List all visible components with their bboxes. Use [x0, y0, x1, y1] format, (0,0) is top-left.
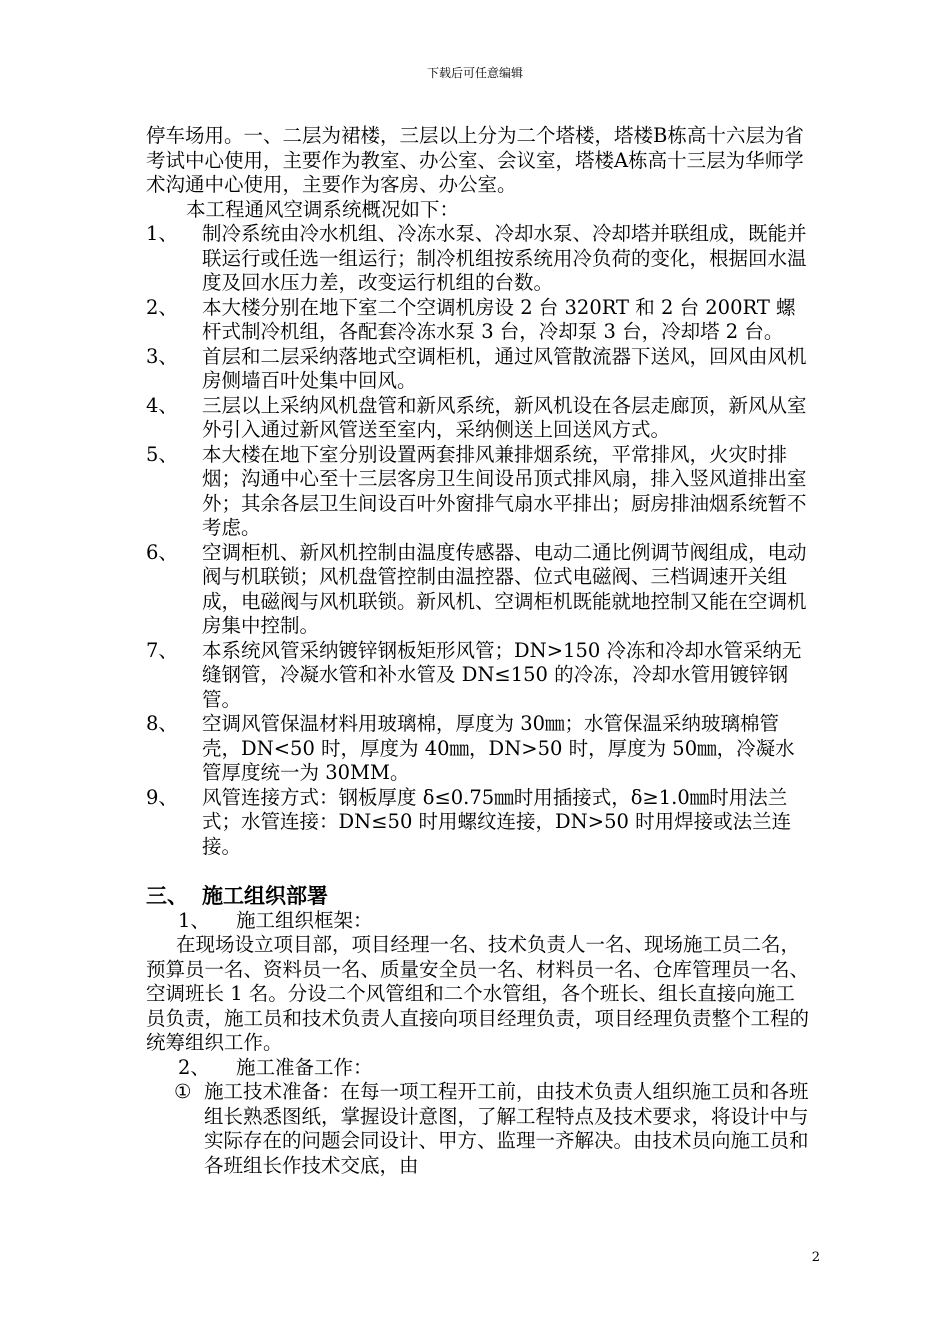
subsection-title: 施工准备工作：	[236, 1055, 373, 1079]
item-number: 9、	[146, 785, 178, 809]
circled-item-text: 施工技术准备：在每一项工程开工前，由技术负责人组织施工员和各班组长熟悉图纸，掌握设计意图，了解工程特点及技术要求，将设计中与实际存在的问题会同设计、甲方、监理一齐解决。由技术员向施工员和各班组长作技术交底，由	[204, 1080, 809, 1177]
subsection-title: 施工组织框架：	[236, 908, 373, 932]
list-item	[146, 639, 814, 713]
page-number: 2	[811, 1250, 820, 1265]
intro-paragraph: 停车场用。一、二层为裙楼，三层以上分为二个塔楼，塔楼B栋高十六层为省考试中心使用，主要作为教室、办公室、会议室，塔楼A栋高十三层为华师学术沟通中心使用，主要作为客房、办公室。	[146, 124, 804, 196]
item-number: 8、	[146, 712, 178, 735]
item-text: 本大楼分别在地下室二个空调机房设 2 台 320RT 和 2 台 200RT 螺杆式制冷机组，各配套冷冻水泵 3 台，冷却泵 3 台，冷却塔 2 台。	[202, 295, 796, 343]
item-number: 5、	[146, 442, 178, 466]
list-item	[146, 222, 814, 296]
hvac-item-list	[146, 222, 814, 859]
document-body	[146, 124, 814, 1178]
overview-line: 本工程通风空调系统概况如下：	[186, 197, 460, 221]
org-framework-paragraph: 在现场设立项目部，项目经理一名、技术负责人一名、现场施工员二名，预算员一名、资料员一名、质量安全员一名、材料员一名、仓库管理员一名、空调班长 1 名。分设二个风管组和二个水管组，各个班长、组长直接向施工员负责，施工员和技术负责人直接向项目经理负责，项目经理负责整个工程的统筹组织工作。	[146, 933, 810, 1054]
item-number: 1、	[146, 222, 178, 245]
list-item	[146, 712, 814, 786]
subsection-number: 2、	[178, 1055, 210, 1079]
subsection-number: 1、	[178, 908, 210, 932]
list-item	[146, 541, 814, 639]
item-text: 制冷系统由冷水机组、冷冻水泵、冷却水泵、冷却塔并联组成，既能并联运行或任选一组运行；制冷机组按系统用冷负荷的变化，根据回水温度及回水压力差，改变运行机组的台数。	[202, 222, 807, 294]
list-item	[146, 345, 814, 394]
item-text: 空调柜机、新风机控制由温度传感器、电动二通比例调节阀组成，电动阀与机联锁；风机盘管控制由温控器、位式电磁阀、三档调速开关组成，电磁阀与风机联锁。新风机、空调柜机既能就地控制又能在空调机房集中控制。	[202, 540, 807, 637]
circled-number: ①	[174, 1080, 192, 1103]
list-item	[146, 443, 814, 541]
section-title: 施工组织部署	[202, 883, 328, 908]
list-item	[146, 394, 814, 443]
list-item	[146, 296, 814, 345]
section-number: 三、	[146, 883, 188, 908]
item-text: 空调风管保温材料用玻璃棉，厚度为 30㎜；水管保温采纳玻璃棉管壳，DN<50 时，厚度为 40㎜，DN>50 时，厚度为 50㎜，冷凝水管厚度统一为 30MM。	[202, 712, 795, 784]
item-text: 本大楼在地下室分别设置两套排风兼排烟系统，平常排风，火灾时排烟；沟通中心至十三层客房卫生间设吊顶式排风扇，排入竖风道排出室外；其余各层卫生间设百叶外窗排气扇水平排出；厨房排油烟系统暂不考虑。	[202, 442, 807, 539]
item-text: 首层和二层采纳落地式空调柜机，通过风管散流器下送风，回风由风机房侧墙百叶处集中回风。	[202, 344, 807, 392]
item-number: 7、	[146, 638, 178, 662]
list-item	[146, 786, 814, 860]
item-text: 风管连接方式：钢板厚度 δ≤0.75㎜时用插接式，δ≥1.0㎜时用法兰式；水管连接：DN≤50 时用螺纹连接，DN>50 时用焊接或法兰连接。	[202, 785, 792, 858]
circled-list-item	[146, 1080, 814, 1178]
subsection-heading	[146, 1056, 814, 1081]
subsection-heading	[146, 909, 814, 934]
item-text: 本系统风管采纳镀锌钢板矩形风管；DN>150 冷冻和冷却水管采纳无缝钢管，冷凝水管和补水管及 DN≤150 的冷冻，冷却水管用镀锌钢管。	[202, 638, 802, 711]
section-heading	[146, 884, 814, 909]
item-text: 三层以上采纳风机盘管和新风系统，新风机设在各层走廊顶，新风从室外引入通过新风管送至室内，采纳侧送上回送风方式。	[202, 393, 807, 441]
item-number: 6、	[146, 540, 178, 564]
item-number: 2、	[146, 295, 178, 319]
page-header: 下载后可任意编辑	[426, 66, 523, 80]
item-number: 4、	[146, 393, 178, 417]
item-number: 3、	[146, 344, 178, 368]
